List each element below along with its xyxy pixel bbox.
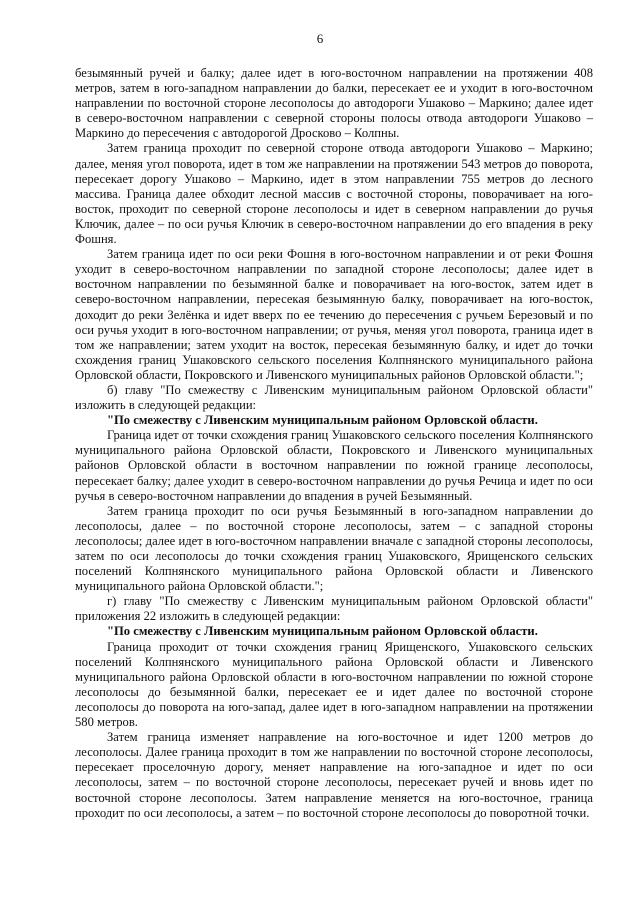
paragraph-8: г) главу "По смежеству с Ливенским муниципальным районом Орловской области" приложения 22 изложить в следующей редакции: <box>75 594 593 624</box>
page-number: 6 <box>316 31 324 46</box>
paragraph-3: Затем граница идет по оси реки Фошня в юго-восточном направлении и от реки Фошня уходит в северо-восточном направлении по западной стороне лесополосы; далее идет в восточном направлении по безымянной балке и поворачивает на юго-восток, затем идет в северо-восточном направлении, пересекая безымянную балку, поворачивает на юго-восток, доходит до реки Зелёнка и идет вверх по ее течению до пересечения с ручьем Березовый и по оси ручья уходит в юго-восточном направлении; от ручья, меняя угол поворота, граница идет в том же направлении; затем уходит на восток, пересекая безымянную балку, и идет до точки схождения границ Ушаковского сельского поселения Колпнянского муниципального района Орловской области, Покровского и Ливенского муниципальных районов Орловской области."; <box>75 247 593 382</box>
paragraph-10: Граница проходит от точки схождения границ Ярищенского, Ушаковского сельских поселений Колпнянского муниципального района Орловской области и Ливенского муниципального района Орловской области в юго-восточном направлении по южной стороне лесополосы до безымянной балки, пересекает ее и идет далее по восточной стороне лесополосы до поворота на юго-запад, далее идет в юго-западном направлении на протяжении 580 метров. <box>75 639 593 730</box>
paragraph-2: Затем граница проходит по северной стороне отвода автодороги Ушаково – Маркино; далее, меняя угол поворота, идет в том же направлении на протяжении 543 метров до поворота, пересекает дорогу Ушаково – Маркино, идет в этом направлении 755 метров до лесного массива. Граница далее обходит лесной массив с восточной стороны, поворачивает на юго-восток, проходит по северной стороне лесополосы и идет в северном направлении до ручья Ключик, далее – по оси ручья Ключик в северо-восточном направлении до его впадения в реку Фошня. <box>75 141 593 247</box>
paragraph-4: б) главу "По смежеству с Ливенским муниципальным районом Орловской области" изложить в следующей редакции: <box>75 382 593 413</box>
document-body <box>75 66 593 821</box>
paragraph-1: безымянный ручей и балку; далее идет в юго-восточном направлении на протяжении 408 метров, затем в юго-западном направлении до балки, пересекает ее и уходит в юго-восточном направлении по восточной стороне лесополосы до автодороги Ушаково – Маркино; далее идет в северо-восточном направлении с северной стороны полосы отвода автодороги Ушаково – Маркино до пересечения с автодорогой Дросково – Колпны. <box>75 66 593 141</box>
paragraph-6: Граница идет от точки схождения границ Ушаковского сельского поселения Колпнянского муниципального района Орловской области, Покровского и Ливенского муниципальных районов Орловской области в восточном направлении по южной границе лесополосы, пересекает балку; далее уходит в северо-восточном направлении до ручья Речица и идет по оси ручья в северо-восточном направлении до впадения в ручей Безымянный. <box>75 428 593 503</box>
paragraph-7: Затем граница проходит по оси ручья Безымянный в юго-западном направлении до лесополосы, далее – по восточной стороне лесополосы, затем – с западной стороны лесополосы; далее идет в юго-восточном направлении вначале с западной стороны лесополосы, затем по оси лесополосы до точки схождения границ Ушаковского, Ярищенского сельских поселений Колпнянского муниципального района Орловской области и Ливенского муниципального района Орловской области."; <box>75 503 593 594</box>
paragraph-11: Затем граница изменяет направление на юго-восточное и идет 1200 метров до лесополосы. Далее граница проходит в том же направлении по восточной стороне лесополосы, пересекает проселочную дорогу, меняет направление на юго-западное и идет по оси лесополосы, затем – по восточной стороне лесополосы, пересекает ручей и вновь идет по восточной стороне лесополосы. Затем направление меняется на юго-восточное, граница проходит по оси лесополосы, а затем – по восточной стороне лесополосы до поворотной точки. <box>75 730 593 820</box>
section-heading-2: "По смежеству с Ливенским муниципальным районом Орловской области. <box>107 624 538 639</box>
section-heading-1: "По смежеству с Ливенским муниципальным районом Орловской области. <box>107 413 538 428</box>
